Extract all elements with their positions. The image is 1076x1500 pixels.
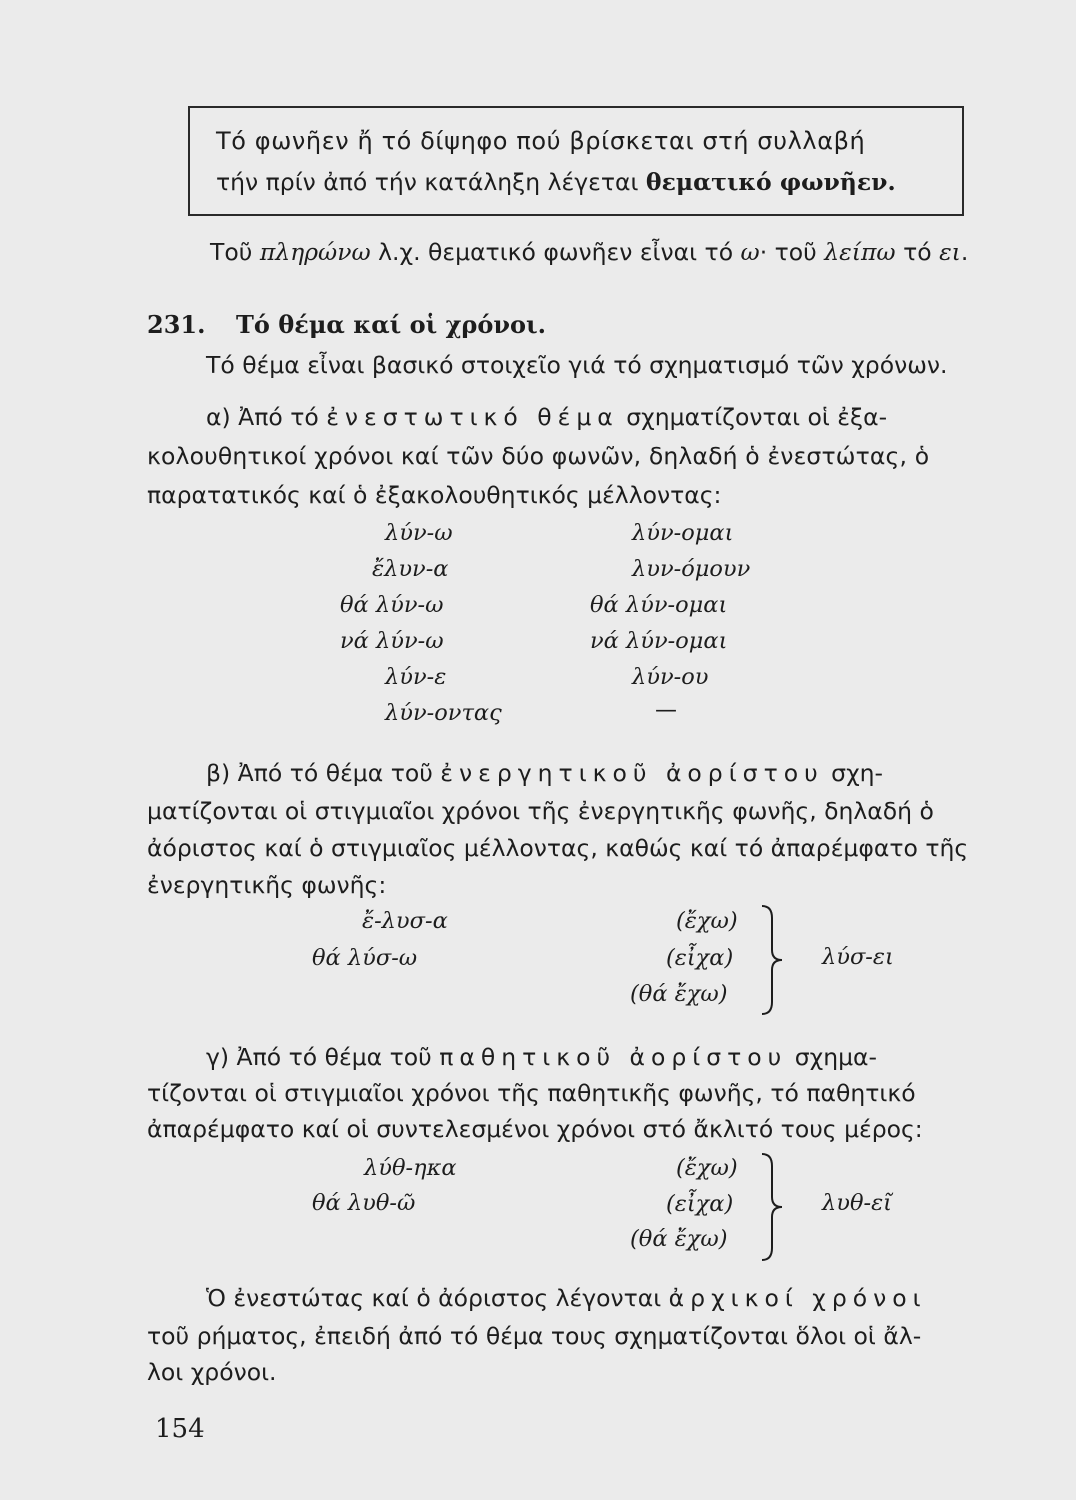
- auxiliary-form: (θά ἔχω): [630, 1226, 728, 1252]
- example-text-3: · τοῦ: [759, 238, 825, 266]
- auxiliary-form: (ἔχω): [676, 1155, 738, 1181]
- aorist-form: θά λύσ-ω: [312, 945, 418, 971]
- para-b-text-1: β) Ἀπό τό θέμα τοῦ: [206, 759, 441, 787]
- example-text-2: λ.χ. θεματικό φωνῆεν εἶναι τό: [370, 238, 741, 266]
- definition-box: [188, 106, 964, 216]
- closing-text-1: Ὁ ἐνεστώτας καί ὁ ἀόριστος λέγονται: [206, 1284, 669, 1312]
- right-brace-icon: [758, 1152, 788, 1262]
- section-title: Τό θέμα καί οἱ χρόνοι.: [236, 310, 546, 339]
- passive-form: λύν-ομαι: [632, 520, 734, 546]
- passive-aorist-form: λύθ-ηκα: [364, 1155, 457, 1181]
- auxiliary-form: (εἶχα): [666, 1191, 734, 1217]
- closing-line-2: τοῦ ρήματος, ἐπειδή ἀπό τό θέμα τους σχηματίζονται ὅλοι οἱ ἄλ-: [147, 1322, 922, 1350]
- definition-line-1: Τό φωνῆεν ἤ τό δίψηφο πού βρίσκεται στή συλλαβή: [216, 127, 866, 155]
- para-b-text-2: σχη-: [823, 759, 884, 787]
- passive-form: νά λύν-ομαι: [590, 628, 728, 654]
- active-form: νά λύν-ω: [340, 628, 444, 654]
- para-c-line-3: ἀπαρέμφατο καί οἱ συντελεσμένοι χρόνοι στό ἄκλιτό τους μέρος:: [147, 1115, 923, 1143]
- para-a-line-2: κολουθητικοί χρόνοι καί τῶν δύο φωνῶν, δηλαδή ὁ ἐνεστώτας, ὁ: [147, 442, 930, 470]
- auxiliary-form: (θά ἔχω): [630, 981, 728, 1007]
- para-b-line-3: ἀόριστος καί ὁ στιγμιαῖος μέλλοντας, καθώς καί τό ἀπαρέμφατο τῆς: [147, 834, 969, 862]
- section-intro: Τό θέμα εἶναι βασικό στοιχεῖο γιά τό σχηματισμό τῶν χρόνων.: [206, 351, 948, 379]
- active-form: λύν-ω: [385, 520, 453, 546]
- aorist-form: ἔ-λυσ-α: [362, 908, 448, 934]
- auxiliary-form: (εἶχα): [666, 945, 734, 971]
- para-a-text-2: σχηματίζονται οἱ ἐξα-: [618, 403, 888, 431]
- passive-aorist-form: θά λυθ-ῶ: [312, 1190, 416, 1216]
- para-c-line-1: [206, 1042, 877, 1072]
- infinitive-form: λυθ-εῖ: [822, 1190, 892, 1216]
- para-c-spaced-term: παθητικοῦ ἀορίστου: [439, 1043, 788, 1071]
- active-form: λύν-οντας: [385, 700, 502, 726]
- para-b-line-2: ματίζονται οἱ στιγμιαῖοι χρόνοι τῆς ἐνεργητικῆς φωνῆς, δηλαδή ὁ: [147, 797, 934, 825]
- example-word-4: ει: [939, 238, 961, 266]
- page-number: 154: [155, 1414, 205, 1444]
- example-text-4: τό: [895, 238, 940, 266]
- closing-spaced-term: ἀρχικοί χρόνοι: [668, 1284, 927, 1312]
- infinitive-form: λύσ-ει: [822, 944, 894, 970]
- right-brace-icon: [758, 904, 788, 1016]
- definition-text: τήν πρίν ἀπό τήν κατάληξη λέγεται: [216, 168, 646, 196]
- para-b-line-1: [206, 758, 883, 788]
- example-text-1: Τοῦ: [210, 238, 260, 266]
- para-a-spaced-term: ἐνεστωτικό θέμα: [326, 403, 619, 431]
- active-form: λύν-ε: [385, 664, 447, 690]
- auxiliary-form: (ἔχω): [676, 908, 738, 934]
- example-word-2: ω: [740, 238, 760, 266]
- active-form: ἔλυν-α: [372, 556, 449, 582]
- example-word-1: πληρώνω: [259, 238, 371, 266]
- closing-line-3: λοι χρόνοι.: [147, 1358, 277, 1386]
- section-number: 231.: [147, 310, 206, 339]
- para-a-line-3: παρατατικός καί ὁ ἐξακολουθητικός μέλλοντας:: [147, 481, 722, 509]
- para-a-line-1: [206, 402, 887, 432]
- passive-form: λύν-ου: [632, 664, 709, 690]
- passive-form-missing: —: [655, 698, 677, 723]
- active-form: θά λύν-ω: [340, 592, 444, 618]
- para-a-text-1: α) Ἀπό τό: [206, 403, 327, 431]
- definition-line-2: [216, 167, 896, 197]
- para-c-text-2: σχημα-: [787, 1043, 878, 1071]
- example-sentence: [210, 237, 968, 267]
- para-b-line-4: ἐνεργητικῆς φωνῆς:: [147, 871, 387, 899]
- example-text-5: .: [960, 238, 969, 266]
- para-c-line-2: τίζονται οἱ στιγμιαῖοι χρόνοι τῆς παθητικῆς φωνῆς, τό παθητικό: [147, 1079, 916, 1107]
- passive-form: θά λύν-ομαι: [590, 592, 728, 618]
- passive-form: λυν-όμουν: [632, 556, 751, 582]
- para-c-text-1: γ) Ἀπό τό θέμα τοῦ: [206, 1043, 440, 1071]
- example-word-3: λείπω: [824, 238, 896, 266]
- definition-term: θεματικό φωνῆεν.: [645, 168, 896, 196]
- para-b-spaced-term: ἐνεργητικοῦ ἀορίστου: [440, 759, 824, 787]
- closing-line-1: [206, 1283, 927, 1313]
